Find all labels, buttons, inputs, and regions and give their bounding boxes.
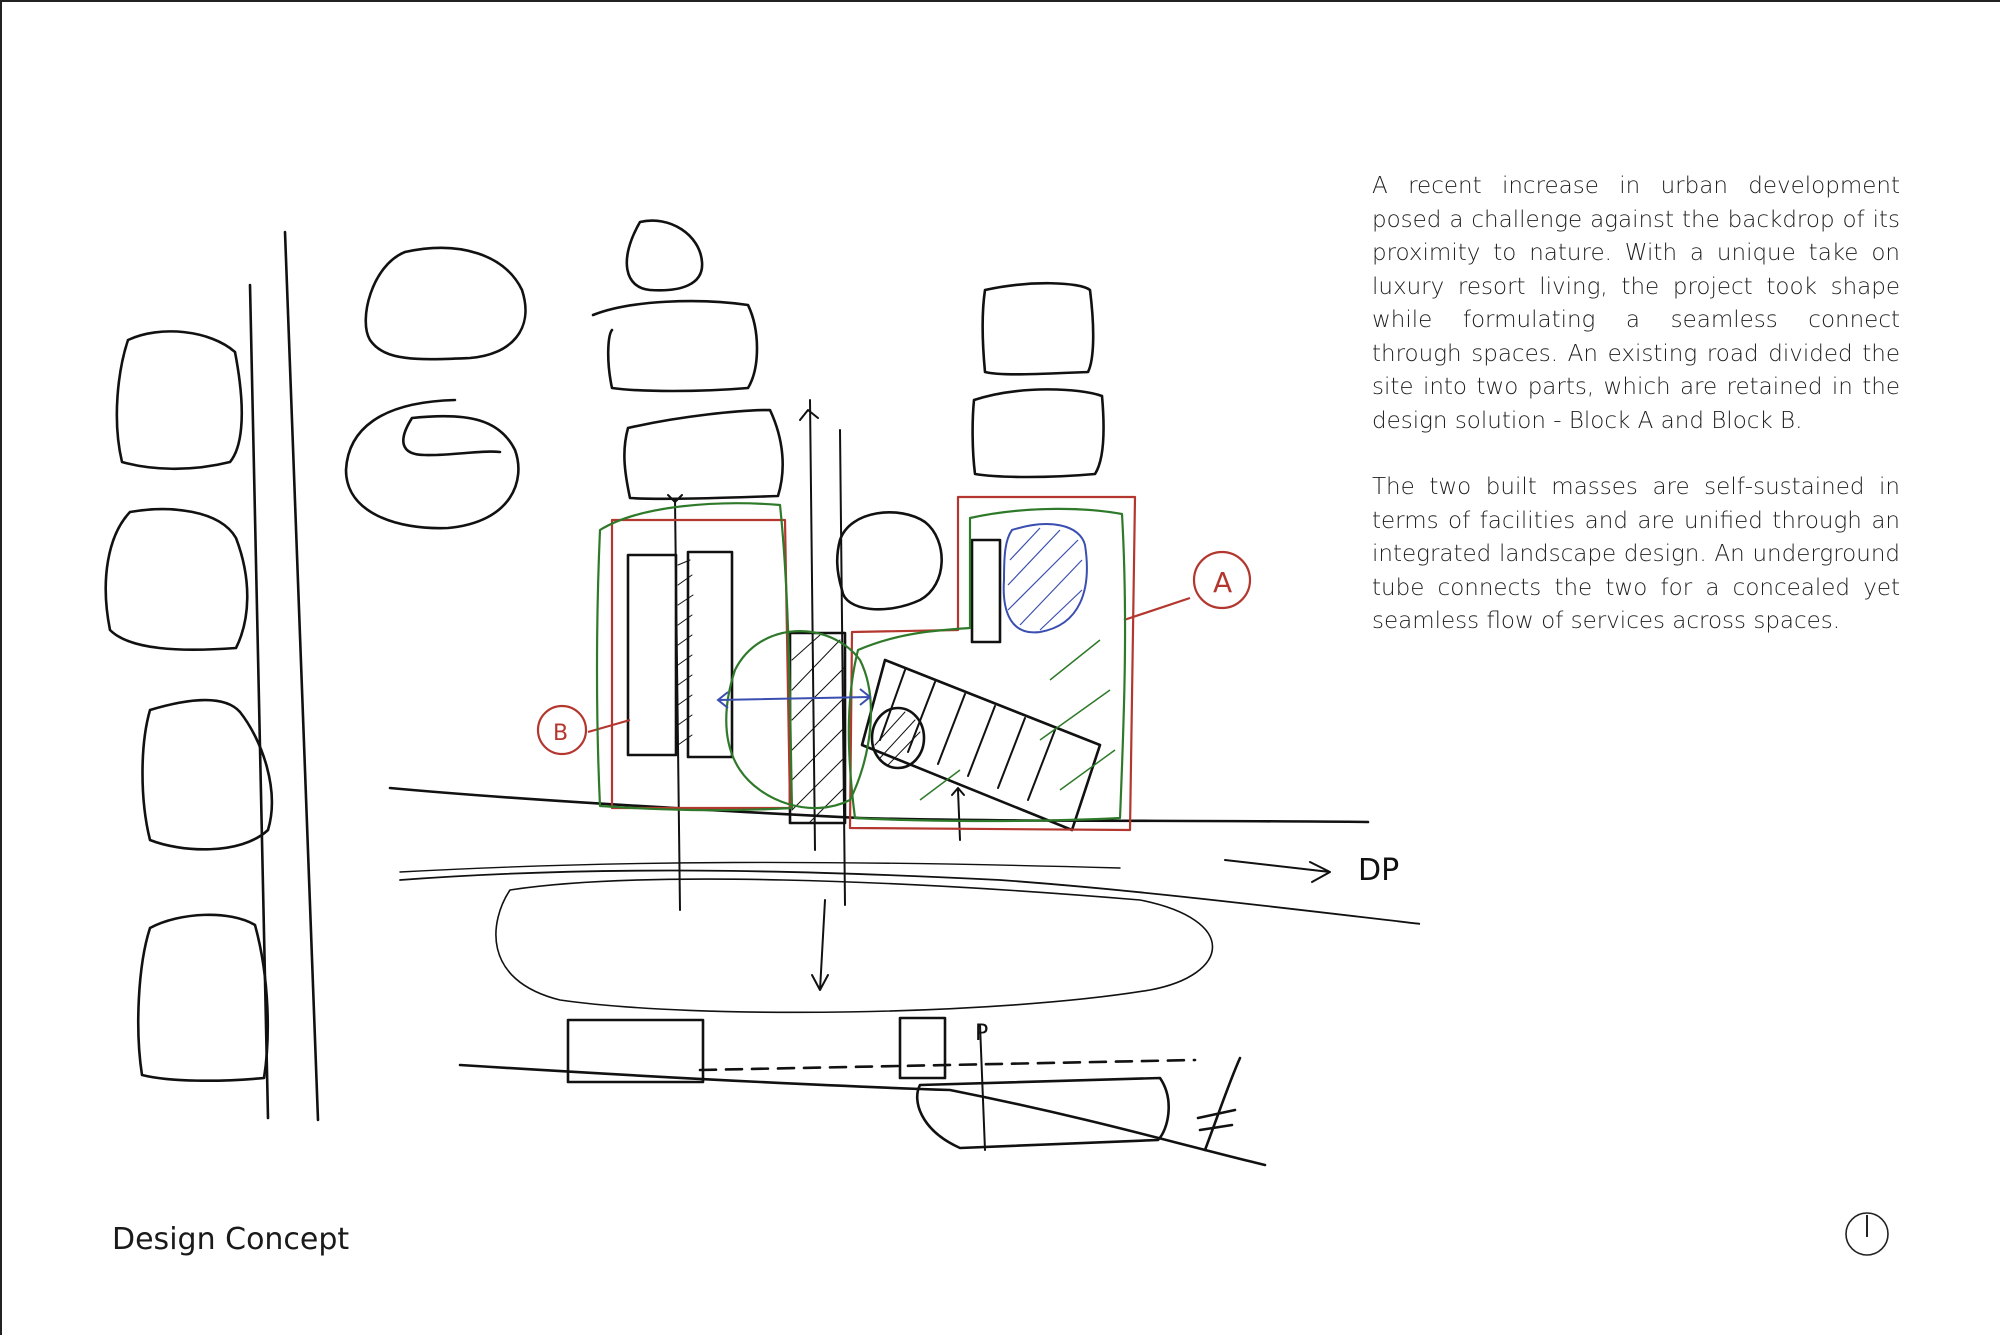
tree-blob — [106, 509, 248, 650]
lower-road — [460, 1065, 1265, 1165]
block-a-label: A — [1213, 566, 1233, 599]
block-a-wing — [880, 670, 1055, 800]
leader-line — [588, 720, 630, 732]
tree-blob — [593, 301, 757, 391]
block-a-small — [972, 540, 1000, 642]
tree-blob — [366, 248, 526, 359]
block-b-label: B — [553, 721, 569, 746]
tree-blob — [346, 400, 518, 528]
dp-label: DP — [1358, 853, 1400, 888]
tube-arrow — [718, 689, 870, 708]
description — [1372, 170, 1900, 672]
main-road — [390, 788, 1368, 822]
left-road-edge — [285, 232, 318, 1120]
tree-blob — [973, 389, 1104, 477]
landscape-zone — [849, 509, 1125, 821]
blue-court — [1004, 524, 1087, 632]
dp-arrow — [1225, 860, 1330, 882]
tree-blob — [138, 915, 267, 1081]
tree-blob — [627, 221, 702, 291]
block-b-boundary — [612, 520, 790, 808]
landscape-zone — [597, 503, 792, 810]
hatch — [1008, 528, 1082, 630]
tree-blob — [983, 283, 1093, 374]
lower-building — [917, 1078, 1168, 1148]
hatch — [920, 640, 1115, 800]
main-road — [400, 871, 1420, 925]
tree-blob — [624, 410, 782, 499]
tree-blob — [837, 512, 941, 609]
open-space — [496, 879, 1213, 1012]
description-paragraph: The two built masses are self-sustained in terms of facilities and are unified through an integrated landscape design. An underground tube connects the two for a concealed yet seamless flow of services across spaces. — [1372, 474, 1900, 634]
lower-building — [900, 1018, 945, 1078]
tree-blob — [143, 700, 272, 849]
flow-arrow — [952, 788, 964, 840]
tree-blob — [117, 331, 242, 468]
page-caption: Design Concept — [112, 1222, 350, 1257]
block-b-wing — [628, 555, 676, 755]
p-label: P — [975, 1021, 989, 1046]
connector-tube — [790, 633, 845, 823]
flow-arrow — [812, 900, 828, 990]
lower-road — [700, 1060, 1195, 1070]
hatch — [678, 560, 693, 745]
hatch — [875, 712, 920, 765]
hatch — [792, 635, 844, 822]
north-arrow-icon — [1844, 1211, 1890, 1257]
flow-arrow — [800, 400, 818, 850]
description-paragraph: A recent increase in urban development posed a challenge against the backdrop of its proximity to nature. With a unique take on luxury resort living, the project took shape while formulating a seamless connect through spaces. An existing road divided the site into two parts, which are retained in the design solution - Block A and Block B. — [1372, 173, 1900, 434]
tree-sketch — [1198, 1058, 1240, 1150]
